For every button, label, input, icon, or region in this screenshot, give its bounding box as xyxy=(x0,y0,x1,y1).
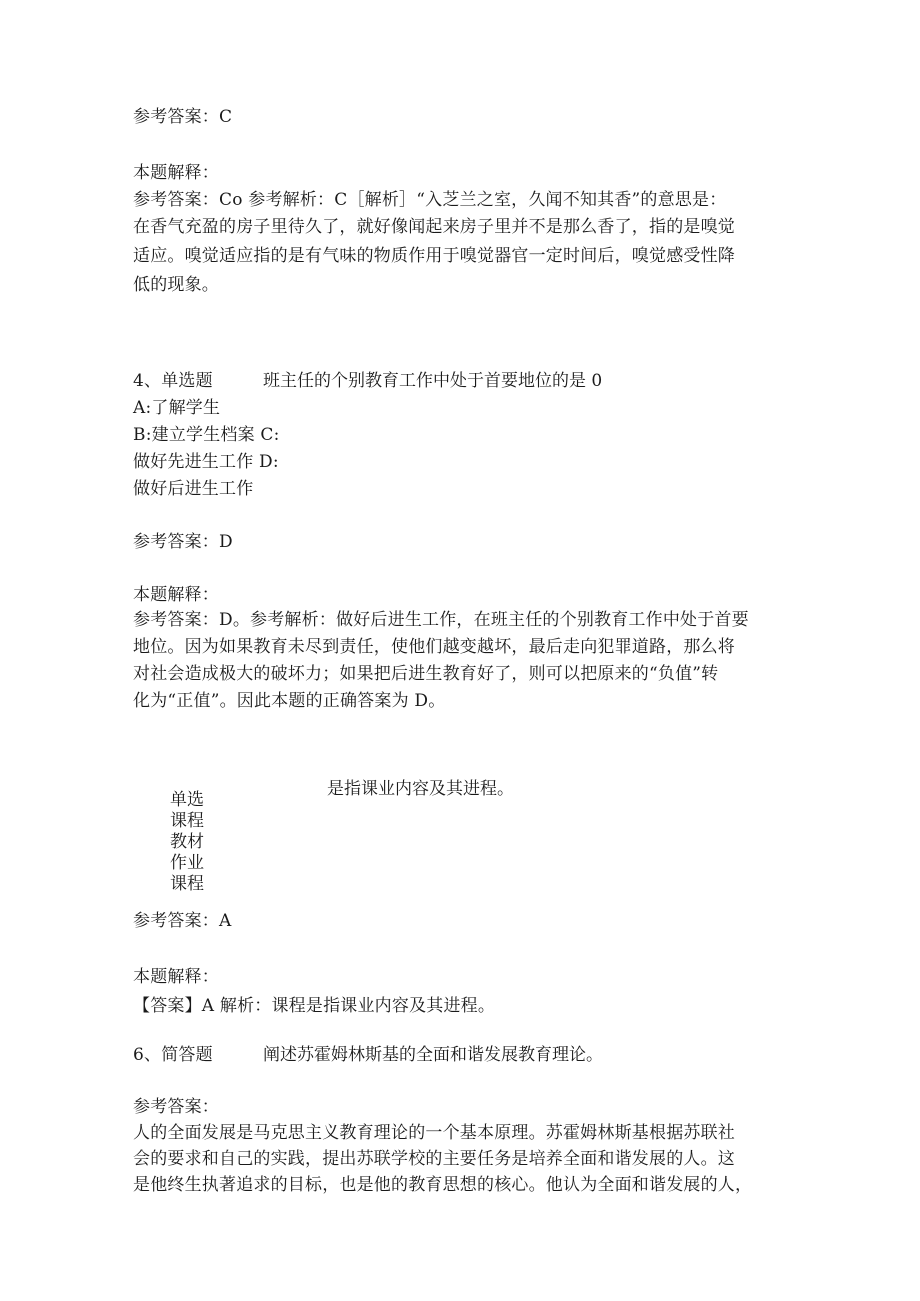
explain-line: 低的现象。 xyxy=(133,275,219,295)
explain-line: 地位。因为如果教育未尽到责任，使他们越变越坏，最后走向犯罪道路，那么将 xyxy=(133,637,735,657)
option-line: A:了解学生 xyxy=(133,398,221,418)
explain-line: 参考答案：Co 参考解析：C［解析］“入芝兰之室，久闻不知其香”的意思是： xyxy=(133,190,727,210)
option-line: 做好先进生工作 D: xyxy=(133,452,279,472)
explain-line: 对社会造成极大的破坏力；如果把后进生教育好了，则可以把原来的“负值”转 xyxy=(133,664,719,684)
answer-line: 人的全面发展是马克思主义教育理论的一个基本原理。苏霍姆林斯基根据苏联社 xyxy=(133,1123,735,1143)
answer-text: 参考答案：D xyxy=(133,532,233,552)
stack-item: 作业 xyxy=(170,853,204,873)
explain-line: 在香气充盈的房子里待久了，就好像闻起来房子里并不是那么香了，指的是嗅觉 xyxy=(133,217,735,237)
explain-line: 适应。嗅觉适应指的是有气味的物质作用于嗅觉器官一定时间后，嗅觉感受性降 xyxy=(133,246,735,266)
explain-label: 本题解释： xyxy=(133,163,219,183)
option-line: B:建立学生档案 C: xyxy=(133,425,280,445)
explain-line: 【答案】A 解析：课程是指课业内容及其进程。 xyxy=(133,996,496,1016)
answer-label: 参考答案： xyxy=(133,1097,219,1117)
stack-item: 课程 xyxy=(170,811,204,831)
stack-item: 课程 xyxy=(170,874,204,894)
question-stem: 阐述苏霍姆林斯基的全面和谐发展教育理论。 xyxy=(263,1045,603,1065)
question-label: 6、简答题 xyxy=(133,1045,213,1065)
answer-text: 参考答案：C xyxy=(133,107,233,127)
stack-item: 单选 xyxy=(170,790,204,810)
option-stack xyxy=(170,790,204,895)
answer-line: 会的要求和自己的实践，提出苏联学校的主要任务是培养全面和谐发展的人。这 xyxy=(133,1149,735,1169)
explain-label: 本题解释： xyxy=(133,967,219,987)
answer-line: 是他终生执著追求的目标，也是他的教育思想的核心。他认为全面和谐发展的人， xyxy=(133,1175,753,1195)
explain-line: 参考答案：D。参考解析：做好后进生工作，在班主任的个别教育工作中处于首要 xyxy=(133,610,749,630)
question-label: 4、单选题 xyxy=(133,371,213,391)
question-stem: 班主任的个别教育工作中处于首要地位的是 0 xyxy=(263,371,603,391)
answer-text: 参考答案：A xyxy=(133,911,232,931)
option-line: 做好后进生工作 xyxy=(133,479,254,499)
stack-item: 教材 xyxy=(170,832,204,852)
explain-label: 本题解释： xyxy=(133,585,219,605)
explain-line: 化为“正值”。因此本题的正确答案为 D。 xyxy=(133,691,446,711)
question-stem: 是指课业内容及其进程。 xyxy=(327,779,514,799)
